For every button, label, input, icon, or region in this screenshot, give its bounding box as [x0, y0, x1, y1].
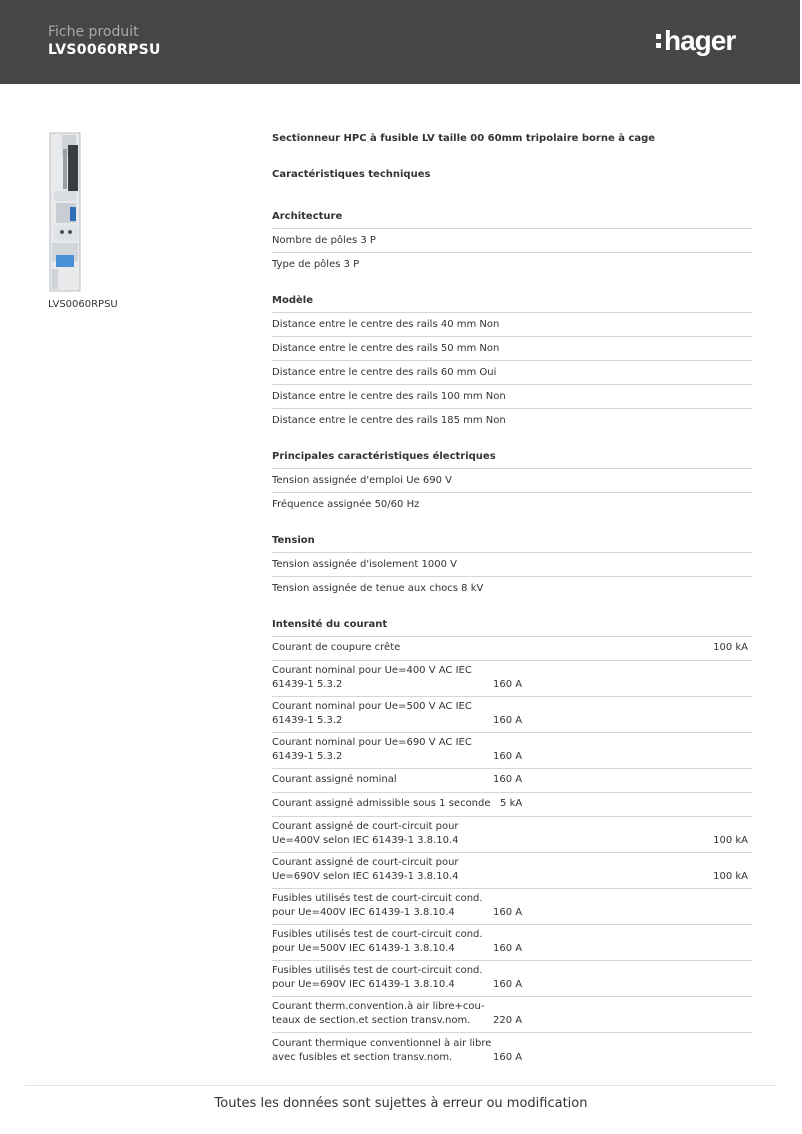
- spec-row: Distance entre le centre des rails 40 mm Non: [272, 313, 752, 337]
- spec-label-line: Fusibles utilisés test de court-circuit cond.: [272, 893, 483, 904]
- spec-value: 160 A: [493, 715, 523, 726]
- spec-value: 160 A: [493, 1052, 523, 1063]
- spec-row: [272, 697, 752, 733]
- spec-value: 160 A: [493, 943, 523, 954]
- spec-value: 160 A: [493, 751, 523, 762]
- spec-label-line: pour Ue=500V IEC 61439-1 3.8.10.4: [272, 943, 455, 954]
- section-title-tension: Tension: [272, 529, 752, 553]
- spec-row: Tension assignée d'isolement 1000 V: [272, 553, 752, 577]
- spec-label-line: pour Ue=400V IEC 61439-1 3.8.10.4: [272, 907, 455, 918]
- spec-row: [272, 925, 752, 961]
- spec-value: 220 A: [493, 1015, 523, 1026]
- spec-label-line: Ue=690V selon IEC 61439-1 3.8.10.4: [272, 871, 459, 882]
- spec-label-line: Fusibles utilisés test de court-circuit cond.: [272, 929, 483, 940]
- spec-label-line: teaux de section.et section transv.nom.: [272, 1015, 471, 1026]
- spec-label: [272, 1000, 493, 1028]
- spec-content: [272, 127, 752, 1069]
- spec-row: Distance entre le centre des rails 50 mm Non: [272, 337, 752, 361]
- spec-row: [272, 997, 752, 1033]
- spec-label-line: Courant assigné de court-circuit pour: [272, 857, 459, 868]
- spec-value: 100 kA: [713, 871, 748, 882]
- spec-label-line: avec fusibles et section transv.nom.: [272, 1052, 453, 1063]
- spec-row: Tension assignée d'emploi Ue 690 V: [272, 469, 752, 493]
- spec-label: Courant assigné admissible sous 1 seconde 5 kA: [272, 798, 523, 809]
- section-title-electriques: Principales caractéristiques électriques: [272, 445, 752, 469]
- spec-row: [272, 793, 752, 817]
- footer-disclaimer: Toutes les données sont sujettes à erreur ou modification: [214, 1096, 588, 1111]
- spec-value: 160 A: [493, 907, 523, 918]
- spec-label: Courant assigné nominal: [272, 774, 397, 785]
- spec-row: Fréquence assignée 50/60 Hz: [272, 499, 420, 510]
- spec-value: 160 A: [493, 679, 523, 690]
- spec-row: [272, 661, 752, 697]
- spec-label-line: Courant nominal pour Ue=690 V AC IEC: [272, 737, 472, 748]
- spec-row: [272, 961, 752, 997]
- hager-logo: [656, 24, 735, 58]
- section-title-modele: Modèle: [272, 289, 752, 313]
- header-subtitle: Fiche produit: [48, 24, 139, 40]
- spec-label: [272, 892, 493, 920]
- spec-label-line: Courant nominal pour Ue=500 V AC IEC: [272, 701, 472, 712]
- spec-label: [272, 928, 493, 956]
- spec-row: [272, 733, 752, 769]
- spec-label-line: Courant thermique conventionnel à air libre: [272, 1038, 492, 1049]
- section-title-courant: Intensité du courant: [272, 613, 752, 637]
- spec-row: [272, 1033, 752, 1069]
- spec-value: 160 A: [493, 979, 523, 990]
- spec-label-line: 61439-1 5.3.2: [272, 715, 343, 726]
- spec-label-line: Courant therm.convention.à air libre+cou-: [272, 1001, 485, 1012]
- spec-value: 100 kA: [713, 835, 748, 846]
- section-title-architecture: Architecture: [272, 205, 752, 229]
- spec-label: [272, 820, 493, 848]
- spec-label: [272, 964, 493, 992]
- footer-divider: [25, 1085, 776, 1086]
- spec-value: 100 kA: [713, 642, 748, 653]
- product-title: Sectionneur HPC à fusible LV taille 00 60mm tripolaire borne à cage: [272, 133, 656, 144]
- spec-label: Courant de coupure crête: [272, 642, 401, 653]
- spec-row: Distance entre le centre des rails 60 mm Oui: [272, 361, 752, 385]
- header-title: LVS0060RPSU: [48, 42, 161, 58]
- spec-label: [272, 1037, 493, 1065]
- spec-row: Distance entre le centre des rails 185 mm Non: [272, 415, 506, 426]
- spec-row: Type de pôles 3 P: [272, 259, 360, 270]
- logo-text: hager: [664, 25, 736, 56]
- spec-row: Distance entre le centre des rails 100 mm Non: [272, 385, 752, 409]
- spec-label-line: pour Ue=690V IEC 61439-1 3.8.10.4: [272, 979, 455, 990]
- product-image: [48, 131, 82, 293]
- spec-row: Nombre de pôles 3 P: [272, 229, 752, 253]
- tech-heading: Caractéristiques techniques: [272, 169, 431, 180]
- spec-label: [272, 856, 493, 884]
- spec-row: [272, 889, 752, 925]
- spec-label-line: Fusibles utilisés test de court-circuit cond.: [272, 965, 483, 976]
- spec-label: [272, 736, 493, 764]
- spec-row: Tension assignée de tenue aux chocs 8 kV: [272, 583, 484, 594]
- spec-value: 160 A: [493, 774, 523, 785]
- spec-row: [272, 817, 752, 853]
- spec-label: [272, 664, 493, 692]
- spec-label: [272, 700, 493, 728]
- spec-label-line: 61439-1 5.3.2: [272, 751, 343, 762]
- spec-label-line: Courant nominal pour Ue=400 V AC IEC: [272, 665, 472, 676]
- image-caption: LVS0060RPSU: [48, 299, 118, 310]
- spec-label-line: Courant assigné de court-circuit pour: [272, 821, 459, 832]
- spec-label-line: Ue=400V selon IEC 61439-1 3.8.10.4: [272, 835, 459, 846]
- spec-label-line: 61439-1 5.3.2: [272, 679, 343, 690]
- spec-row: [272, 769, 752, 793]
- spec-row: [272, 637, 752, 661]
- logo-dots-icon: [656, 34, 661, 48]
- spec-row: [272, 853, 752, 889]
- page-header: [0, 0, 800, 84]
